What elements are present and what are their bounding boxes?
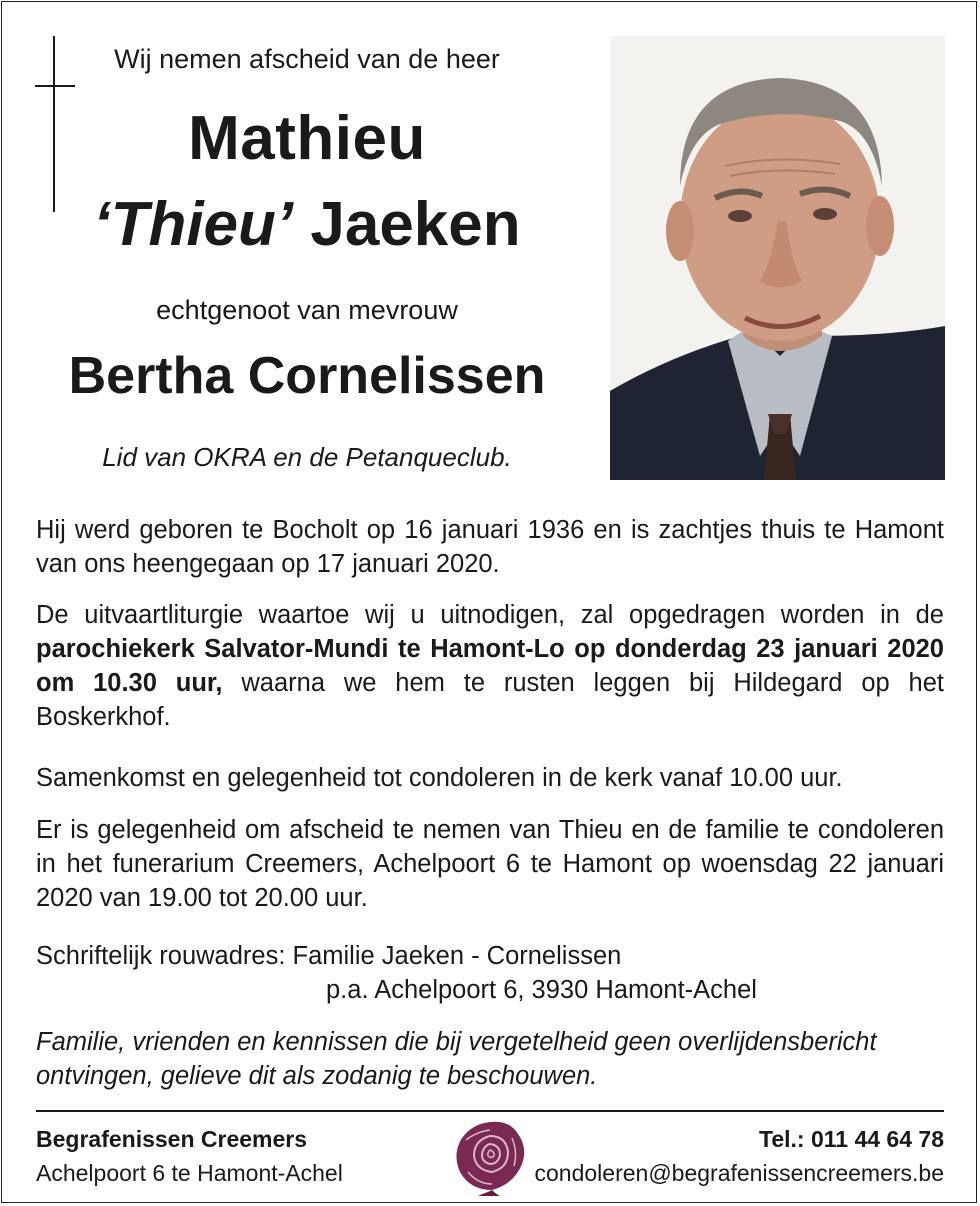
mourning-address-line1: Schriftelijk rouwadres: Familie Jaeken - Cornelissen: [36, 942, 622, 970]
intro-text: Wij nemen afscheid van de heer: [114, 44, 500, 74]
full-name-line: [20, 190, 594, 260]
rose-logo-icon: [452, 1118, 528, 1196]
funeral-text-start: De uitvaartliturgie waartoe wij u uitnodigen, zal opgedragen worden in de: [36, 601, 944, 629]
funeral-paragraph: [36, 598, 944, 734]
funeral-home-email[interactable]: condoleren@begrafenissencreemers.be: [534, 1160, 944, 1186]
portrait-photo: [610, 36, 945, 480]
oversight-notice: Familie, vrienden en kennissen die bij vergetelheid geen overlijdensbericht ontvingen, gelieve dit als zodanig te beschouwen.: [36, 1028, 877, 1090]
footer-divider: [36, 1110, 944, 1112]
mourning-address-line2: p.a. Achelpoort 6, 3930 Hamont-Achel: [326, 976, 757, 1004]
funeral-text-end: waarna we hem te rusten leggen bij Hildegard op het Boskerkhof.: [36, 669, 944, 731]
funeral-home-name: Begrafenissen Creemers: [36, 1126, 308, 1152]
nickname: ‘Thieu’: [93, 190, 294, 259]
farewell-paragraph: Er is gelegenheid om afscheid te nemen van Thieu en de familie te condoleren in het funerarium Creemers, Achelpoort 6 te Hamont op woensdag 22 januari 2020 van 19.00 tot 20.00 uur.: [36, 816, 944, 912]
funeral-home-phone: Tel.: 011 44 64 78: [759, 1126, 944, 1152]
spouse-label: echtgenoot van mevrouw: [156, 295, 458, 325]
portrait-illustration: [610, 36, 945, 480]
first-name: Mathieu: [188, 104, 426, 173]
gathering-paragraph: Samenkomst en gelegenheid tot condoleren in de kerk vanaf 10.00 uur.: [36, 764, 843, 792]
last-name: Jaeken: [310, 190, 521, 259]
spouse-name: Bertha Cornelissen: [68, 347, 546, 405]
membership-text: Lid van OKRA en de Petanqueclub.: [102, 442, 512, 472]
funeral-location-date: parochiekerk Salvator-Mundi te Hamont-Lo op donderdag 23 januari 2020 om 10.30 uur,: [36, 635, 944, 697]
funeral-home-address: Achelpoort 6 te Hamont-Achel: [36, 1160, 343, 1186]
birth-death-paragraph: Hij werd geboren te Bocholt op 16 januari 1936 en is zachtjes thuis te Hamont van ons heengegaan op 17 januari 2020.: [36, 516, 944, 578]
